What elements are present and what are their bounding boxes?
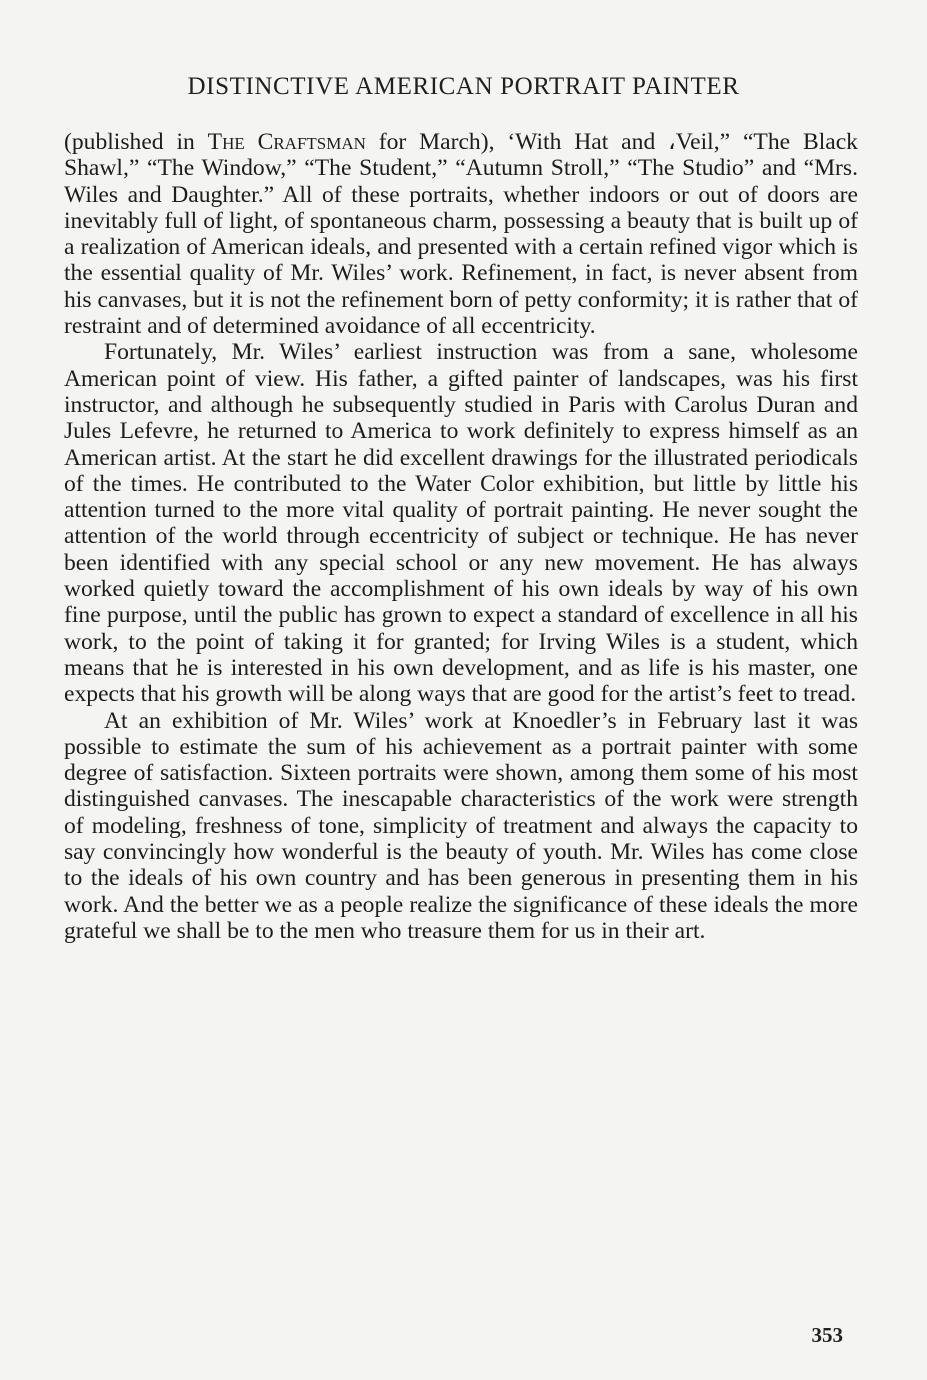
page-number: 353 — [811, 1323, 843, 1347]
article-body — [64, 129, 858, 944]
paragraph-3: At an exhibition of Mr. Wiles’ work at Knoedler’s in February last it was possible to estimate the sum of his achievement as a portrait painter with some degree of satisfaction. Sixteen portraits were shown, among them some of his most distinguished canvases. The inescapable characteristics of the work were strength of modeling, freshness of tone, simplicity of treatment and always the capacity to say convincingly how wonderful is the beauty of youth. Mr. Wiles has come close to the ideals of his own country and has been generous in presenting them in his work. And the better we as a people realize the significance of these ideals the more grateful we shall be to the men who treasure them for us in their art. — [64, 707, 858, 944]
paragraph-2: Fortunately, Mr. Wiles’ earliest instruction was from a sane, wholesome American point of view. His father, a gifted painter of landscapes, was his first instructor, and although he subsequently studied in Paris with Carolus Duran and Jules Lefevre, he returned to America to work definitely to express himself as an American artist. At the start he did excellent drawings for the illustrated periodicals of the times. He contributed to the Water Color exhibition, but little by little his attention turned to the more vital quality of portrait painting. He never sought the attention of the world through eccentricity of subject or technique. He has never been identified with any special school or any new movement. He has always worked quietly toward the accomplishment of his own ideals by way of his own fine purpose, until the public has grown to expect a standard of excellence in all his work, to the point of taking it for granted; for Irving Wiles is a student, which means that he is interested in his own development, and as life is his master, one expects that his growth will be along ways that are good for the artist’s feet to tread. — [64, 339, 858, 708]
paragraph-1-lead: (published in — [64, 129, 208, 155]
paragraph-1-rest: for March), ‘With Hat and ،Veil,” “The Black Shawl,” “The Window,” “The Student,” “Autumn Stroll,” “The Studio” and “Mrs. Wiles and Daughter.” All of these portraits, whether indoors or out of doors are inevitably full of light, of spontaneous charm, possessing a beauty that is built up of a realization of American ideals, and presented with a certain refined vigor which is the essential quality of Mr. Wiles’ work. Refinement, in fact, is never absent from his canvases, but it is not the refinement born of petty conformity; it is rather that of restraint and of determined avoidance of all eccentricity. — [64, 129, 858, 340]
running-title: DISTINCTIVE AMERICAN PORTRAIT PAINTER — [187, 73, 740, 100]
paragraph-1 — [64, 129, 858, 339]
magazine-title: The Craftsman — [207, 129, 366, 155]
